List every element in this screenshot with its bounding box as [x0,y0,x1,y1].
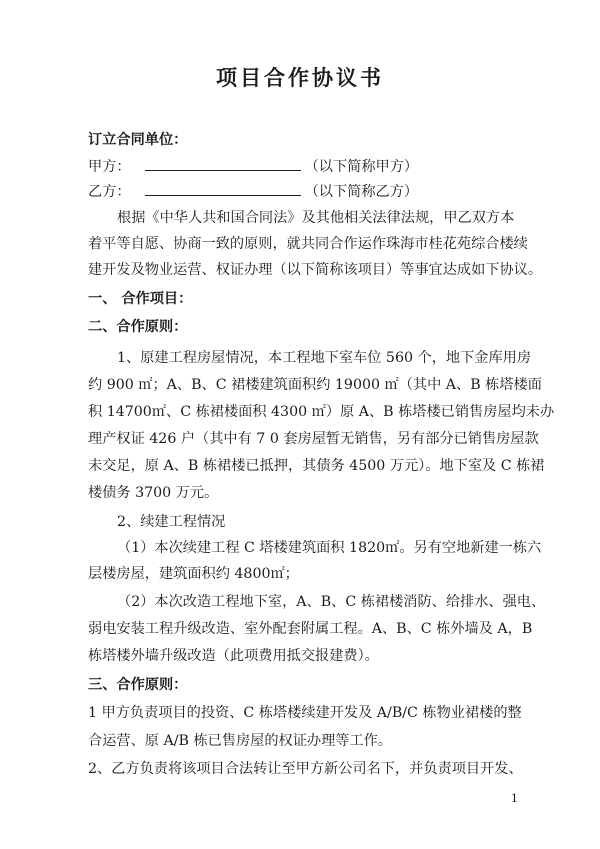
section-1-heading: 一、 合作项目： [88,291,193,307]
party-b-label: 乙方： [88,184,131,200]
sub-item-1-line: （1）本次续建工程 C 塔楼建筑面积 1820㎡。另有空地新建一栋六 [117,540,542,556]
party-a-label: 甲方： [88,159,131,175]
item-1-line: 楼债务 3700 万元。 [88,485,219,501]
item-1-line: 约 900 ㎡；A、B、C 裙楼建筑面积约 19000 ㎡（其中 A、B 栋塔楼面 [88,377,542,393]
section-2-heading: 二、合作原则： [88,319,188,335]
party-b-line [88,181,418,202]
section-3-item-2-line: 2、乙方负责将该项目合法转让至甲方新公司名下，并负责项目开发、 [88,761,523,777]
sub-item-2-line: （2）本次改造工程地下室，A、B、C 栋裙楼消防、给排水、强电、 [117,594,546,610]
sub-item-2-line: 栋塔楼外墙升级改造（此项费用抵交报建费）。 [88,648,379,664]
party-b-note: （以下简称乙方） [304,184,419,200]
document-title: 项目合作协议书 [216,65,384,90]
sub-item-2-line: 弱电安装工程升级改造、室外配套附属工程。A、B、C 栋外墙及 A，B [88,621,533,637]
item-1-line: 1、原建工程房屋情况，本工程地下室车位 560 个，地下金库用房 [117,350,532,366]
sub-item-1-line: 层楼房屋，建筑面积约 4800㎡； [88,566,299,582]
intro-line: 建开发及物业运营、权证办理（以下简称该项目）等事宜达成如下协议。 [88,262,543,278]
item-1-line: 未交足，原 A、B 栋裙楼已抵押，其债务 4500 万元）。地下室及 C 栋裙 [88,458,545,474]
section-3-item-1-line: 1 甲方负责项目的投资、C 栋塔楼续建开发及 A/B/C 栋物业裙楼的整 [88,705,522,721]
party-b-blank [145,181,301,196]
intro-line: 着平等自愿、协商一致的原则，就共同合作运作珠海市桂花苑综合楼续 [88,236,528,252]
item-1-line: 理产权证 426 户（其中有 7 0 套房屋暂无销售，另有部分已销售房屋款 [88,431,539,447]
intro-line: 根据《中华人共和国合同法》及其他相关法律法规，甲乙双方本 [117,210,515,226]
section-3-item-1-line: 合运营、原 A/B 栋已售房屋的权证办理等工作。 [88,733,393,749]
party-a-note: （以下简称甲方） [304,159,419,175]
party-a-blank [145,156,301,171]
section-3-heading: 三、合作原则： [88,677,188,693]
page-number: 1 [511,792,518,805]
item-1-line: 积 14700㎡、C 栋裙楼面积 4300 ㎡）原 A、B 栋塔楼已销售房屋均未办 [88,404,555,420]
parties-heading: 订立合同单位： [88,132,188,148]
item-2-heading: 2、续建工程情况 [117,514,226,530]
party-a-line [88,156,418,177]
